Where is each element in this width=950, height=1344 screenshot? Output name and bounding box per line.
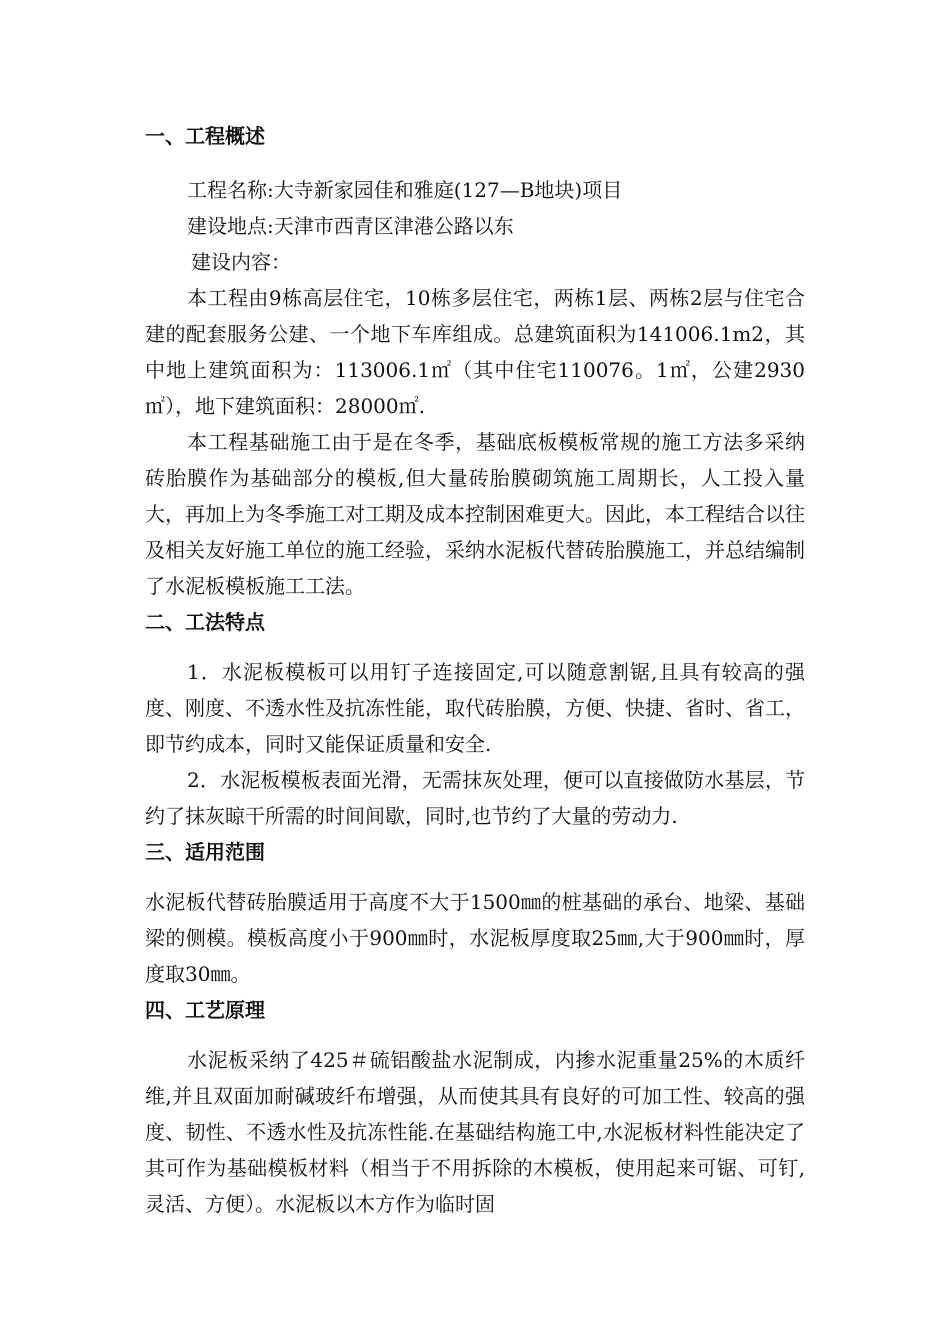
project-content-label: 建设内容： (191, 250, 291, 274)
project-name-line: 工程名称:大寺新家园佳和雅庭(127—B地块)项目 (187, 178, 623, 202)
project-method-paragraph: 本工程基础施工由于是在冬季，基础底板模板常规的施工方法多采纳砖胎膜作为基础部分的模板,但大量砖胎膜砌筑施工周期长，人工投入量大，再加上为冬季施工对工期及成本控制困难更大。因此，本工程结合以往及相关友好施工单位的施工经验，采纳水泥板代替砖胎膜施工，并总结编制了水泥板模板施工工法。 (145, 430, 805, 598)
scope-paragraph: 水泥板代替砖胎膜适用于高度不大于1500㎜的桩基础的承台、地梁、基础梁的侧模。模板高度小于900㎜时，水泥板厚度取25㎜,大于900㎜时，厚度取30㎜。 (145, 890, 805, 986)
document-page (145, 118, 805, 1222)
section-heading-features: 二、工法特点 (145, 610, 265, 634)
principle-paragraph: 水泥板采纳了425＃硫铝酸盐水泥制成，内掺水泥重量25%的木质纤维,并且双面加耐碱玻纤布增强，从而使其具有良好的可加工性、较高的强度、韧性、不透水性及抗冻性能.在基础结构施工中,水泥板材料性能决定了其可作为基础模板材料（相当于不用拆除的木模板，使用起来可锯、可钉,灵活、方便）。水泥板以木方作为临时固 (145, 1048, 805, 1216)
feature-item-2: 2．水泥板模板表面光滑，无需抹灰处理，便可以直接做防水基层，节约了抹灰晾干所需的时间间歇，同时,也节约了大量的劳动力. (145, 768, 805, 828)
project-location-line: 建设地点:天津市西青区津港公路以东 (187, 214, 514, 238)
section-heading-principle: 四、工艺原理 (145, 998, 265, 1022)
section-heading-overview: 一、工程概述 (145, 124, 265, 148)
project-scope-paragraph: 本工程由9栋高层住宅，10栋多层住宅，两栋1层、两栋2层与住宅合建的配套服务公建、一个地下车库组成。总建筑面积为141006.1m2，其中地上建筑面积为：113006.1㎡（其中住宅110076。1㎡，公建2930㎡），地下建筑面积：28000㎡. (145, 286, 805, 418)
section-heading-scope: 三、适用范围 (145, 840, 265, 864)
feature-item-1: 1．水泥板模板可以用钉子连接固定,可以随意割锯,且具有较高的强度、刚度、不透水性及抗冻性能，取代砖胎膜，方便、快捷、省时、省工，即节约成本，同时又能保证质量和安全. (145, 660, 805, 756)
